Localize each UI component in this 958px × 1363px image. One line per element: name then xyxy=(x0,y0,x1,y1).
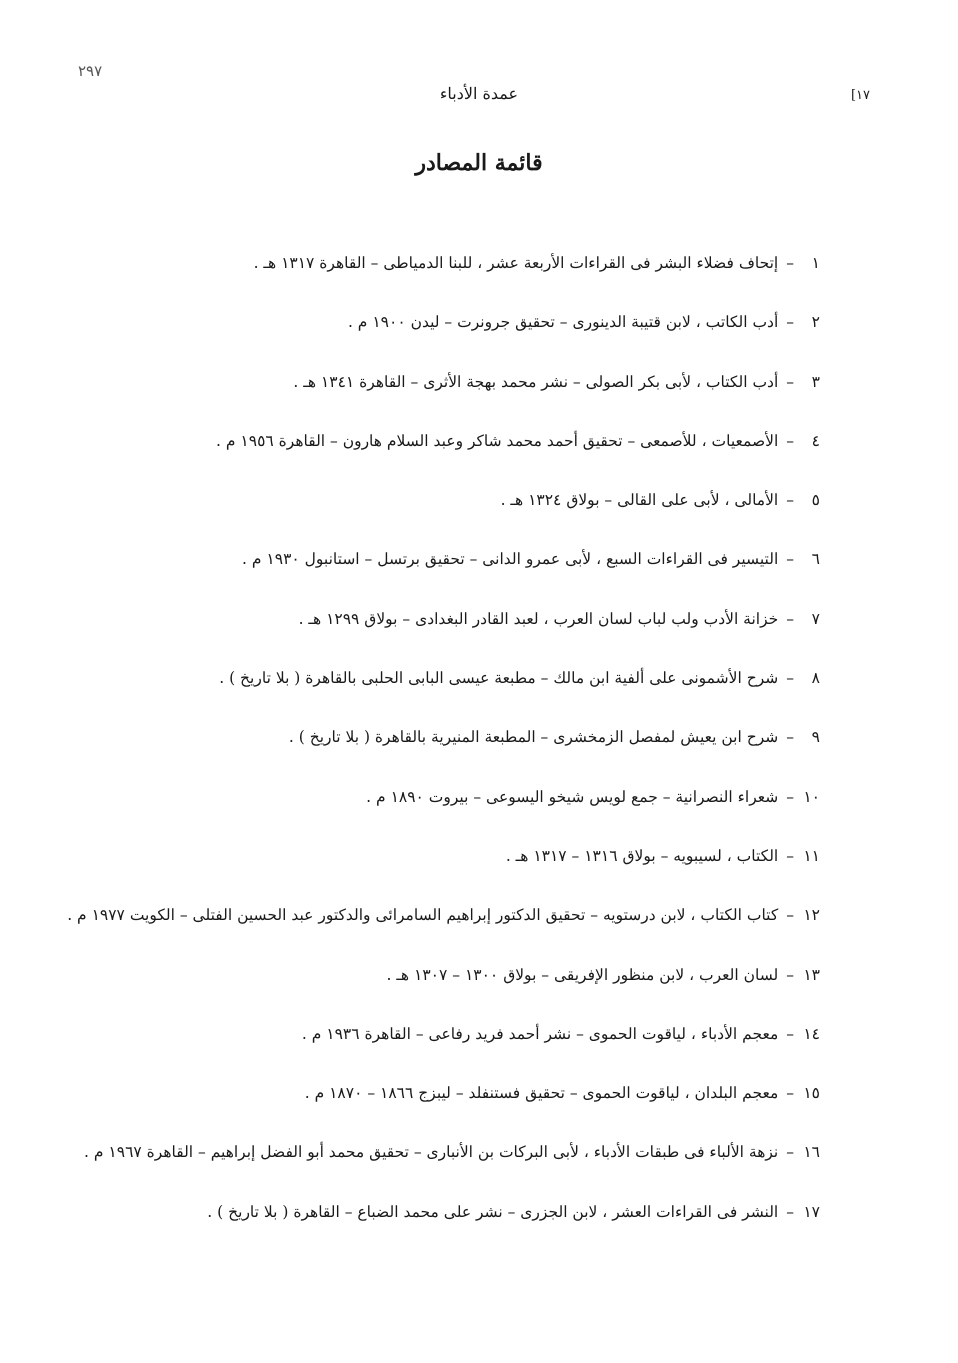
reference-number: ٤ xyxy=(811,431,820,450)
reference-item xyxy=(60,1019,820,1078)
reference-text: أدب الكاتب ، لابن قتيبة الدينورى – تحقيق جرونرت – ليدن ١٩٠٠ م . xyxy=(347,313,779,332)
reference-dash: – xyxy=(786,491,794,510)
reference-number: ١ xyxy=(811,254,820,272)
reference-text: الكتاب ، لسيبويه – بولاق ١٣١٦ – ١٣١٧ هـ . xyxy=(505,846,779,865)
reference-text: الأمالى ، لأبى على القالى – بولاق ١٣٢٤ هـ . xyxy=(500,491,779,510)
reference-number: ٣ xyxy=(811,372,820,391)
reference-item xyxy=(60,663,820,722)
reference-text: معجم الأدباء ، لياقوت الحموى – نشر أحمد فريد رفاعى – القاهرة ١٩٣٦ م . xyxy=(301,1024,779,1043)
reference-item xyxy=(60,1137,820,1196)
running-title: عمدة الأدباء xyxy=(439,84,519,103)
reference-item xyxy=(60,544,820,603)
reference-item xyxy=(60,1078,820,1137)
reference-number: ٦ xyxy=(811,550,820,569)
reference-item xyxy=(60,782,820,841)
reference-text: شرح ابن يعيش لمفصل الزمخشرى – المطبعة المنيرية بالقاهرة ( بلا تاريخ ) . xyxy=(288,728,779,747)
reference-list xyxy=(60,248,820,1256)
reference-dash: – xyxy=(786,609,794,628)
reference-text: التيسير فى القراءات السبع ، لأبى عمرو الدانى – تحقيق برتسل – استانبول ١٩٣٠ م . xyxy=(242,550,779,569)
reference-dash: – xyxy=(786,728,794,747)
reference-text: أدب الكتاب ، لأبى بكر الصولى – نشر محمد بهجة الأثرى – القاهرة ١٣٤١ هـ . xyxy=(293,372,779,391)
reference-text: شرح الأشمونى على ألفية ابن مالك – مطبعة عيسى البابى الحلبى بالقاهرة ( بلا تاريخ ) . xyxy=(219,669,779,688)
reference-item xyxy=(60,722,820,781)
reference-number: ١١ xyxy=(803,846,820,865)
reference-dash: – xyxy=(786,787,794,806)
reference-dash: – xyxy=(786,906,794,925)
reference-number: ٥ xyxy=(811,491,820,510)
reference-number: ١٢ xyxy=(803,906,820,925)
reference-item xyxy=(60,426,820,485)
reference-text: كتاب الكتاب ، لابن درستويه – تحقيق الدكتور إبراهيم السامرائى والدكتور عبد الحسين الفتلى – الكويت ١٩٧٧ م . xyxy=(67,906,779,925)
reference-text: نزهة الألباء فى طبقات الأدباء ، لأبى البركات بن الأنبارى – تحقيق محمد أبو الفضل إبراهيم – القاهرة ١٩٦٧ م . xyxy=(84,1143,779,1162)
reference-number: ٢ xyxy=(811,313,820,332)
reference-dash: – xyxy=(786,1143,794,1162)
reference-dash: – xyxy=(786,254,794,272)
reference-number: ١٤ xyxy=(803,1024,820,1043)
reference-dash: – xyxy=(786,965,794,984)
reference-text: شعراء النصرانية – جمع لويس شيخو اليسوعى – بيروت ١٨٩٠ م . xyxy=(366,787,779,806)
reference-item xyxy=(60,841,820,900)
reference-dash: – xyxy=(786,669,794,688)
section-title: قائمة المصادر xyxy=(415,150,543,176)
reference-number: ١٥ xyxy=(803,1084,820,1103)
reference-number: ٩ xyxy=(811,728,820,747)
reference-number: ١٠ xyxy=(803,787,820,806)
reference-item xyxy=(60,307,820,366)
reference-number: ٧ xyxy=(811,609,820,628)
reference-dash: – xyxy=(786,1084,794,1103)
reference-text: إتحاف فضلاء البشر فى القراءات الأربعة عشر ، للبنا الدمياطى – القاهرة ١٣١٧ هـ . xyxy=(253,254,779,272)
reference-text: النشر فى القراءات العشر ، لابن الجزرى – نشر على محمد الضباع – القاهرة ( بلا تاريخ ) . xyxy=(207,1202,779,1221)
reference-dash: – xyxy=(786,313,794,332)
reference-text: معجم البلدان ، لياقوت الحموى – تحقيق فستنفلد – ليبزج ١٨٦٦ – ١٨٧٠ م . xyxy=(304,1084,779,1103)
page-number: [١٧ xyxy=(850,88,870,103)
reference-dash: – xyxy=(786,846,794,865)
reference-text: خزانة الأدب ولب لباب لسان العرب ، لعبد القادر البغدادى – بولاق ١٢٩٩ هـ . xyxy=(298,609,779,628)
reference-item xyxy=(60,960,820,1019)
reference-item xyxy=(60,900,820,959)
reference-item xyxy=(60,1197,820,1256)
reference-item xyxy=(60,485,820,544)
reference-number: ٨ xyxy=(811,669,820,688)
reference-dash: – xyxy=(786,550,794,569)
reference-dash: – xyxy=(786,372,794,391)
reference-text: لسان العرب ، لابن منظور الإفريقى – بولاق ١٣٠٠ – ١٣٠٧ هـ . xyxy=(386,965,779,984)
reference-dash: – xyxy=(786,1024,794,1043)
reference-item xyxy=(60,367,820,426)
reference-item xyxy=(60,248,820,307)
reference-dash: – xyxy=(786,1202,794,1221)
reference-number: ١٣ xyxy=(803,965,820,984)
reference-number: ١٧ xyxy=(803,1202,820,1221)
reference-text: الأصمعيات ، للأصمعى – تحقيق أحمد محمد شاكر وعبد السلام هارون – القاهرة ١٩٥٦ م . xyxy=(216,431,779,450)
reference-item xyxy=(60,604,820,663)
reference-number: ١٦ xyxy=(803,1143,820,1162)
archive-stamp: ٢٩٧ xyxy=(78,62,103,80)
reference-dash: – xyxy=(786,431,794,450)
